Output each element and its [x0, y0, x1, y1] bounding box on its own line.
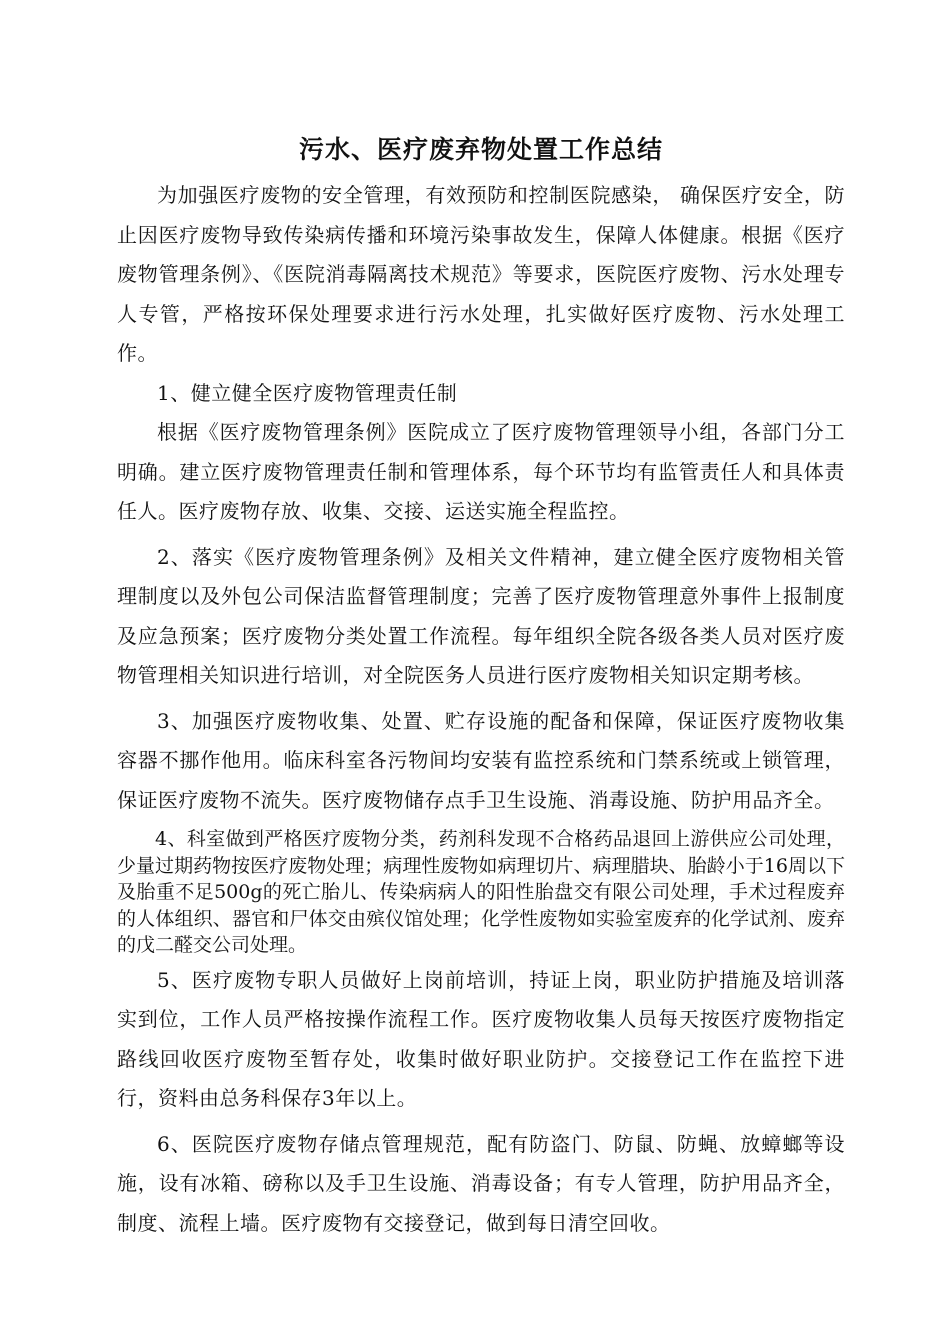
document-page	[117, 128, 845, 1243]
paragraph-6: 6、医院医疗废物存储点管理规范，配有防盗门、防鼠、防蝇、放蟑螂等设施，设有冰箱、磅称以及手卫生设施、消毒设备；有专人管理，防护用品齐全，制度、流程上墙。医疗废物有交接登记，做到每日清空回收。	[117, 1131, 845, 1235]
paragraph-4: 4、科室做到严格医疗废物分类，药剂科发现不合格药品退回上游供应公司处理，少量过期药物按医疗废物处理；病理性废物如病理切片、病理腊块、胎龄小于16周以下及胎重不足500g的死亡胎儿、传染病病人的阳性胎盘交有限公司处理，手术过程废弃的人体组织、器官和尸体交由殡仪馆处理；化学性废物如实验室废弃的化学试剂、废弃的戊二醛交公司处理。	[117, 828, 845, 956]
intro-paragraph: 为加强医疗废物的安全管理，有效预防和控制医院感染， 确保医疗安全，防止因医疗废物导致传染病传播和环境污染事故发生，保障人体健康。根据《医疗废物管理条例》、《医院消毒隔离技术规范》等要求，医院医疗废物、污水处理专人专管，严格按环保处理要求进行污水处理，扎实做好医疗废物、污水处理工作。	[117, 183, 845, 365]
document-title: 污水、医疗废弃物处置工作总结	[298, 135, 663, 164]
section-heading-1: 1、健立健全医疗废物管理责任制	[157, 380, 458, 405]
paragraph-2: 2、落实《医疗废物管理条例》及相关文件精神，建立健全医疗废物相关管理制度以及外包公司保洁监督管理制度；完善了医疗废物管理意外事件上报制度及应急预案；医疗废物分类处置工作流程。每年组织全院各级各类人员对医疗废物管理相关知识进行培训，对全院医务人员进行医疗废物相关知识定期考核。	[117, 544, 845, 687]
paragraph-3: 3、加强医疗废物收集、处置、贮存设施的配备和保障，保证医疗废物收集容器不挪作他用。临床科室各污物间均安装有监控系统和门禁系统或上锁管理，保证医疗废物不流失。医疗废物储存点手卫生设施、消毒设施、防护用品齐全。	[117, 708, 845, 812]
paragraph-1: 根据《医疗废物管理条例》医院成立了医疗废物管理领导小组，各部门分工明确。建立医疗废物管理责任制和管理体系，每个环节均有监管责任人和具体责任人。医疗废物存放、收集、交接、运送实施全程监控。	[117, 420, 845, 523]
paragraph-5: 5、医疗废物专职人员做好上岗前培训，持证上岗，职业防护措施及培训落实到位，工作人员严格按操作流程工作。医疗废物收集人员每天按医疗废物指定路线回收医疗废物至暂存处，收集时做好职业防护。交接登记工作在监控下进行，资料由总务科保存3年以上。	[117, 967, 845, 1110]
